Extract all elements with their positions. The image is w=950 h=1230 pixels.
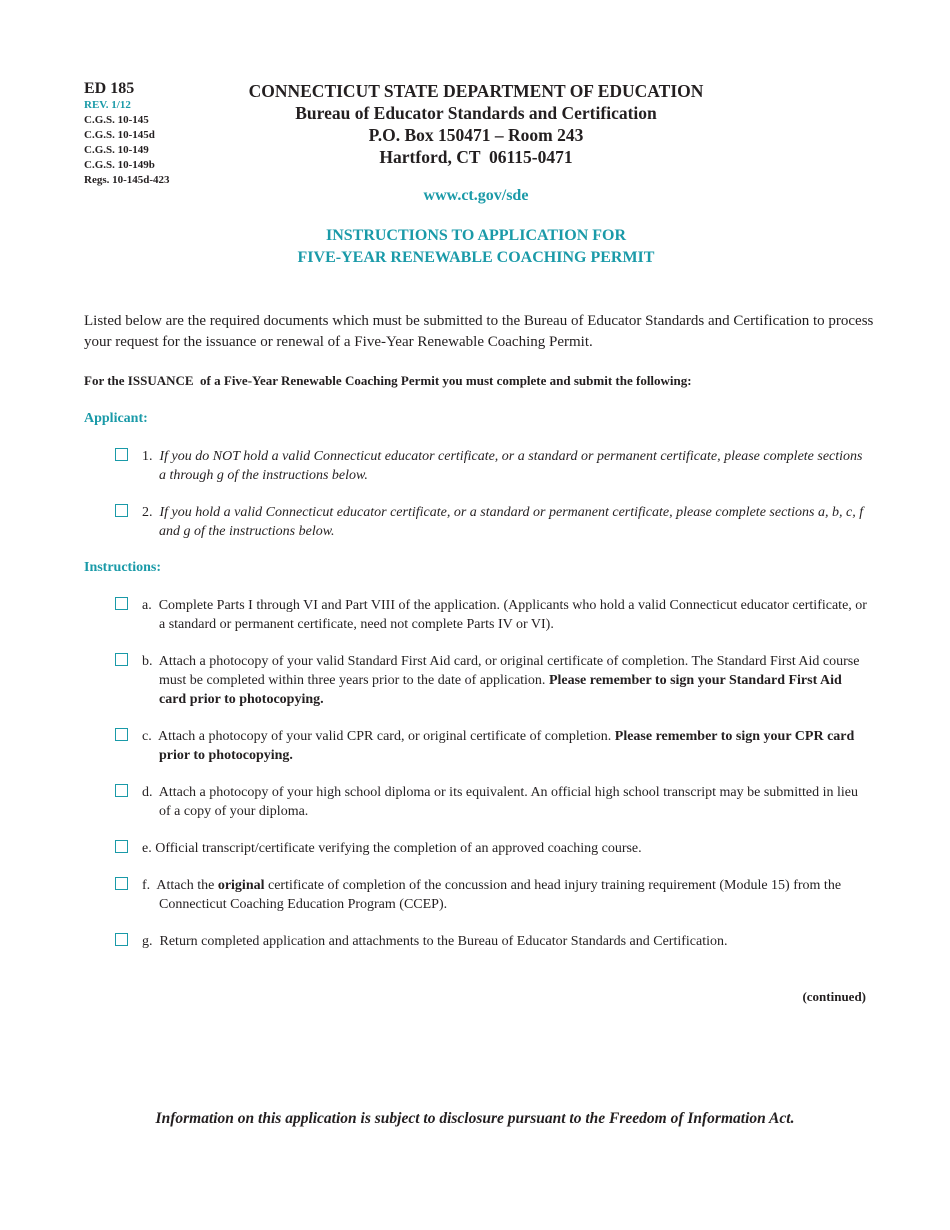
instruction-d xyxy=(115,783,870,821)
department-name: CONNECTICUT STATE DEPARTMENT OF EDUCATION xyxy=(248,81,704,101)
item-text: certificate of completion of the concussion and head injury training requirement (Module 15) from the Connecticut Coaching Education Program (CCEP). xyxy=(159,878,842,912)
form-id-block xyxy=(84,80,170,188)
item-emphasis: original xyxy=(217,878,265,893)
item-text: If you do NOT hold a valid Connecticut educator certificate, or a standard or permanent certificate, please complete sections a through g of the instructions below. xyxy=(159,449,863,483)
form-number: ED 185 xyxy=(84,80,135,97)
checkbox[interactable] xyxy=(115,877,128,890)
intro-paragraph: Listed below are the required documents which must be submitted to the Bureau of Educator Standards and Certification to process your request for the issuance or renewal of a Five-Year Renewable Coaching Permit. xyxy=(84,313,874,350)
po-box: P.O. Box 150471 – Room 243 xyxy=(368,125,584,145)
website-link[interactable]: www.ct.gov/sde xyxy=(423,187,529,204)
item-marker: f. xyxy=(142,878,151,893)
checkbox[interactable] xyxy=(115,933,128,946)
instruction-e xyxy=(115,839,870,858)
item-text: Return completed application and attachments to the Bureau of Educator Standards and Certification. xyxy=(159,934,728,949)
item-text: Attach a photocopy of your valid Standard First Aid card, or original certificate of completion. The Standard First Aid course must be completed within three years prior to the date of application. xyxy=(158,654,860,688)
item-marker: d. xyxy=(142,785,153,800)
item-marker: 2. xyxy=(142,505,153,520)
title-line-2: FIVE-YEAR RENEWABLE COACHING PERMIT xyxy=(297,249,655,266)
item-text: Attach a photocopy of your high school diploma or its equivalent. An official high school transcript may be submitted in lieu of a copy of your diploma. xyxy=(158,785,858,819)
item-marker: g. xyxy=(142,934,153,949)
title-line-1: INSTRUCTIONS TO APPLICATION FOR xyxy=(325,227,627,244)
continued-note: (continued) xyxy=(802,989,866,1004)
item-emphasis: Please remember to sign your Standard First Aid card prior to photocopying. xyxy=(159,673,842,707)
applicant-item-2 xyxy=(115,503,870,541)
item-emphasis: Please remember to sign your CPR card prior to photocopying. xyxy=(159,729,855,763)
item-marker: e. xyxy=(142,841,152,856)
item-text: Attach the xyxy=(156,878,218,893)
instruction-g xyxy=(115,932,870,951)
instruction-a xyxy=(115,596,870,634)
item-marker: c. xyxy=(142,729,152,744)
statute-ref: C.G.S. 10-145d xyxy=(84,129,155,141)
statute-ref: C.G.S. 10-149 xyxy=(84,144,149,156)
foia-notice: Information on this application is subject to disclosure pursuant to the Freedom of Information Act. xyxy=(155,1110,795,1127)
statute-ref: C.G.S. 10-145 xyxy=(84,114,149,126)
statute-ref: Regs. 10-145d-423 xyxy=(84,174,170,186)
agency-header xyxy=(180,80,772,168)
checkbox[interactable] xyxy=(115,840,128,853)
checkbox[interactable] xyxy=(115,448,128,461)
checkbox[interactable] xyxy=(115,784,128,797)
instruction-c xyxy=(115,727,870,765)
applicant-item-1 xyxy=(115,447,870,485)
item-text: Official transcript/certificate verifying the completion of an approved coaching course. xyxy=(155,841,642,856)
item-text: If you hold a valid Connecticut educator certificate, or a standard or permanent certificate, please complete sections a, b, c, f and g of the instructions below. xyxy=(159,505,864,539)
form-revision: REV. 1/12 xyxy=(84,99,131,111)
bureau-name: Bureau of Educator Standards and Certification xyxy=(295,103,657,123)
applicant-heading: Applicant: xyxy=(84,411,148,426)
item-text: Attach a photocopy of your valid CPR card, or original certificate of completion. xyxy=(157,729,615,744)
document-title xyxy=(180,225,772,269)
checkbox[interactable] xyxy=(115,653,128,666)
instruction-f xyxy=(115,876,870,914)
item-marker: b. xyxy=(142,654,153,669)
item-marker: a. xyxy=(142,598,152,613)
city-address: Hartford, CT 06115-0471 xyxy=(379,147,573,167)
checkbox[interactable] xyxy=(115,728,128,741)
item-text: Complete Parts I through VI and Part VIII of the application. (Applicants who hold a valid Connecticut educator certificate, or a standard or permanent certificate, need not complete Parts IV or VI). xyxy=(158,598,867,632)
checkbox[interactable] xyxy=(115,504,128,517)
instructions-heading: Instructions: xyxy=(84,560,162,575)
item-marker: 1. xyxy=(142,449,153,464)
statute-ref: C.G.S. 10-149b xyxy=(84,159,155,171)
checkbox[interactable] xyxy=(115,597,128,610)
instruction-b xyxy=(115,652,870,709)
issuance-heading: For the ISSUANCE of a Five-Year Renewable Coaching Permit you must complete and submit the following: xyxy=(84,373,692,388)
